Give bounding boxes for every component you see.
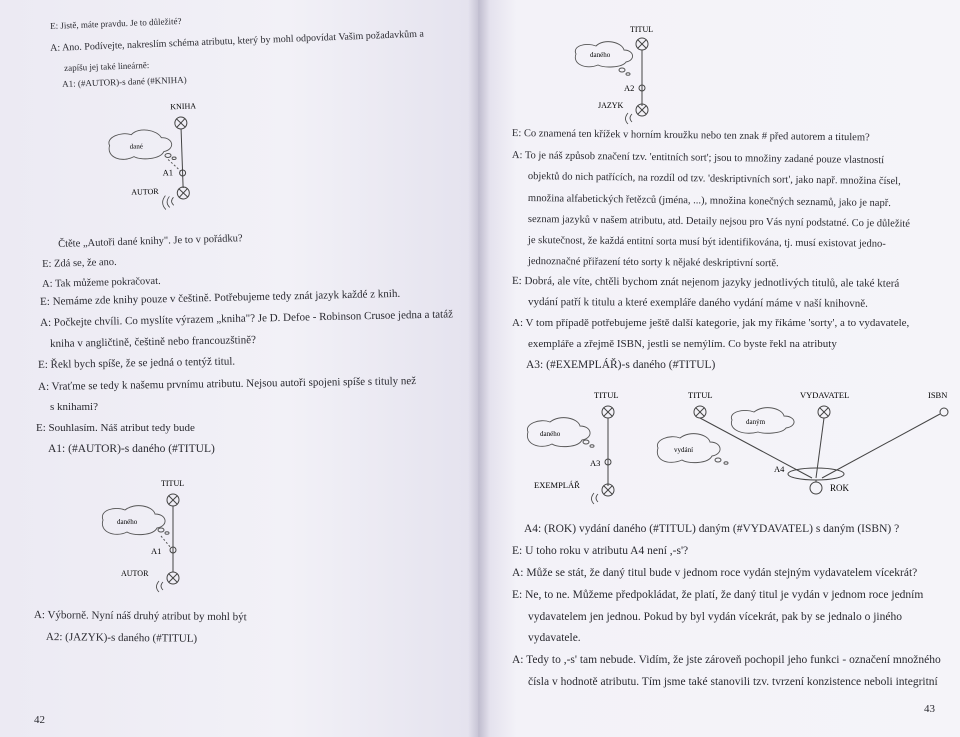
attribute-label: A1 (162, 167, 174, 178)
right-page (478, 0, 960, 737)
text-line: A: To je náš způsob značení tzv. 'entitních sort'; jsou to množiny zadané pouze vlastností (511, 150, 885, 167)
attribute-label: A3 (590, 458, 601, 468)
text-line: E: Souhlasím. Náš atribut tedy bude (36, 422, 195, 434)
text-line: A: Ano. Podívejte, nakreslím schéma atributu, který by mohl odpovídat Vašim požadavkům a (49, 28, 425, 54)
text-line: množina alfabetických řetězců (jména, ...), množina konečných seznamů, jako je např. (527, 193, 891, 210)
entity-label: ISBN (928, 390, 948, 400)
page-number: 42 (34, 714, 45, 726)
entity-label: EXEMPLÁŘ (534, 480, 580, 490)
attribute-label: A2 (624, 83, 635, 93)
text-line: A4: (ROK) vydání daného (#TITUL) daným (#VYDAVATEL) s daným (ISBN) ? (524, 523, 900, 535)
text-line: vydavatelem jen jednou. Pokud by byl vydán vícekrát, pak by se jednalo o jiného (528, 611, 902, 623)
diagram-titul-jazyk (570, 22, 750, 122)
text-line: E: Dobrá, ale víte, chtěli bychom znát nejenom jazyky jednotlivých titulů, ale také která (511, 275, 900, 290)
attribute-label: A1 (151, 546, 162, 556)
cloud-label: daným (746, 418, 766, 426)
diagram-titul-autor (95, 478, 295, 593)
attribute-label: A4 (774, 464, 785, 474)
cloud-label: vydání (674, 446, 694, 454)
cloud-label: daného (117, 518, 138, 526)
text-line: vydání patří k titulu a které exempláře daného vydání máme v naší knihovně. (527, 296, 868, 310)
text-line: čísla v hodnotě atributu. Tím jsme také stanovili tzv. tvrzení konzistence neboli integritní (528, 676, 938, 688)
text-line: exempláře a zřejmě ISBN, jestli se nemýlím. Co byste řekl na atributy (528, 338, 837, 350)
cloud-label: daného (590, 51, 611, 59)
text-line: objektů do nich patřících, na rozdíl od tzv. 'deskriptivních sort', jako např. množina čísel, (527, 171, 901, 188)
text-line: vydavatele. (528, 632, 581, 644)
text-line: E: U toho roku v atributu A4 není ,-s'? (512, 545, 689, 557)
text-line: A: V tom případě potřebujeme ještě další kategorie, jak my říkáme 'sorty', a to vydavatele, (512, 317, 910, 329)
entity-label: VYDAVATEL (800, 390, 850, 400)
text-line: seznam jazyků v našem atributu, atd. Detaily nejsou pro Vás nyní podstatné. Co je důležité (527, 214, 911, 230)
left-page (0, 0, 478, 737)
book-gutter (468, 0, 490, 737)
text-line: E: Zdá se, že ano. (41, 256, 117, 270)
entity-label: JAZYK (598, 101, 624, 110)
text-line: A: Vraťme se tedy k našemu prvnímu atributu. Nejsou autoři spojeni spíše s tituly než (37, 375, 417, 393)
text-line: A: Tedy to ,-s' tam nebude. Vidím, že jste zároveň pochopil jeho funkci - označení množného (512, 654, 941, 666)
text-line: A1: (#AUTOR)-s daného (#TITUL) (48, 443, 215, 455)
text-line: jednoznačné přiřazení této sorty k nějaké deskriptivní sortě. (527, 256, 779, 270)
entity-label: TITUL (594, 390, 619, 400)
page-number: 43 (924, 703, 935, 715)
diagram-kniha-autor (98, 96, 322, 214)
text-line: Čtěte „Autoři dané knihy". Je to v pořádku? (57, 233, 243, 250)
text-line: A3: (#EXEMPLÁŘ)-s daného (#TITUL) (526, 359, 716, 371)
text-line: kniha v angličtině, češtině nebo francouzštině? (49, 334, 257, 350)
text-line: E: Jistě, máte pravdu. Je to důležité? (49, 15, 182, 31)
entity-label: KNIHA (170, 101, 197, 112)
text-line: A: Tak můžeme pokračovat. (41, 275, 161, 290)
text-line: E: Nemáme zde knihy pouze v češtině. Potřebujeme tedy znát jazyk každé z knih. (39, 287, 401, 308)
text-line: A: Počkejte chvíli. Co myslíte výrazem „kniha"? Je D. Defoe - Robinson Crusoe jedna a tatáž (39, 308, 454, 329)
text-line: A2: (JAZYK)-s daného (#TITUL) (45, 631, 198, 645)
entity-label: AUTOR (121, 569, 149, 578)
entity-label: AUTOR (131, 186, 159, 197)
text-line: s knihami? (50, 401, 98, 413)
text-line: A: Může se stát, že daný titul bude v jednom roce vydán stejným vydavatelem vícekrát? (512, 567, 918, 579)
entity-label: ROK (830, 483, 850, 493)
text-line: E: Co znamená ten křížek v horním kroužku nebo ten znak # před autorem a titulem? (511, 128, 870, 144)
text-line: E: Ne, to ne. Můžeme předpokládat, že platí, že daný titul je vydán v jednom roce jedním (512, 589, 924, 601)
entity-label: TITUL (630, 25, 654, 34)
text-line: E: Řekl bych spíše, že se jedná o tentýž titul. (37, 355, 236, 371)
diagram-a3-a4 (482, 390, 952, 510)
entity-label: TITUL (161, 479, 185, 488)
entity-label: TITUL (688, 390, 713, 400)
text-line: A: Výborně. Nyní náš druhý atribut by mohl být (33, 609, 247, 624)
cloud-label: daného (540, 430, 561, 438)
text-line: je skutečnost, že každá entitní sorta musí být identifikována, tj. musí existovat jedno- (527, 235, 886, 250)
cloud-label: dané (129, 142, 144, 151)
text-line: zapíšu jej také lineárně: (63, 60, 150, 73)
text-line: A1: (#AUTOR)-s dané (#KNIHA) (61, 74, 187, 89)
